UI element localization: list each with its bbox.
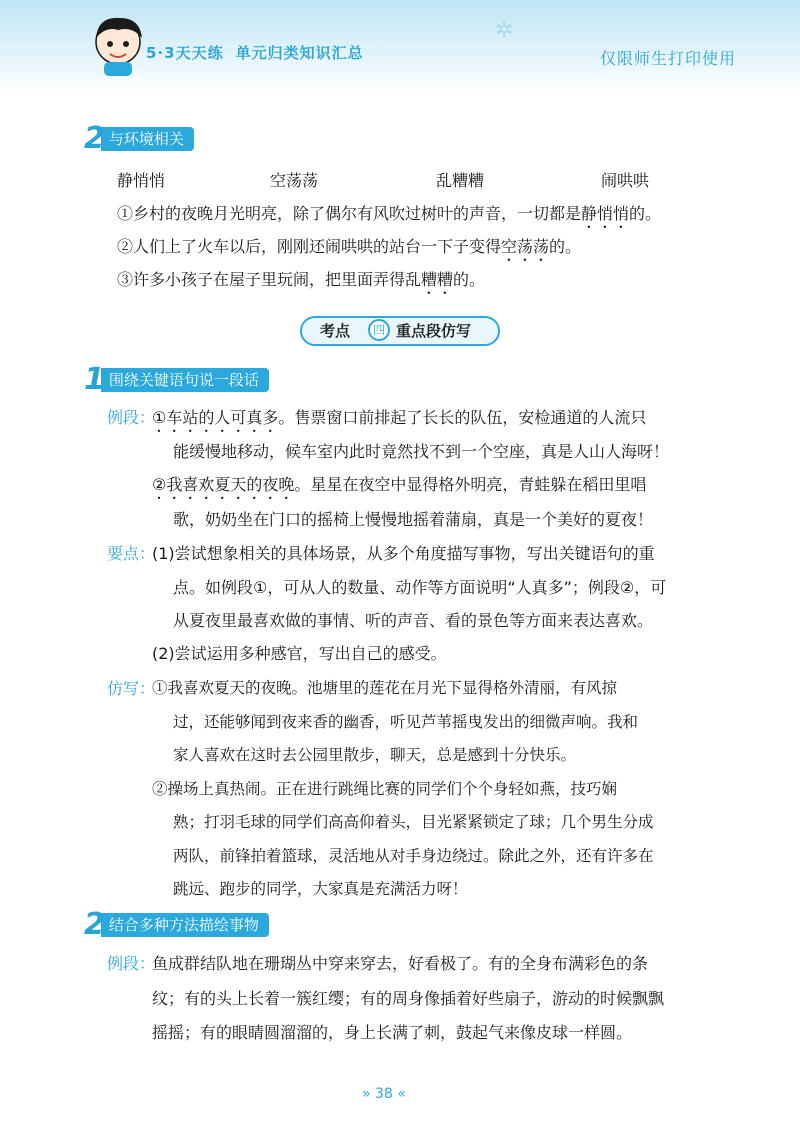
section-title: 结合多种方法描绘事物	[101, 913, 269, 937]
section-heading-environment	[84, 121, 194, 156]
imitate-tag: 仿写：	[107, 679, 156, 698]
key-tag: 要点：	[107, 544, 156, 563]
section-number: 1	[84, 362, 105, 397]
key-1-line-2: 点。如例段①，可从人的数量、动作等方面说明“人真多”；例段②，可	[173, 578, 667, 597]
example-1-line-1: ①车站的人可真多。售票窗口前排起了长长的队伍，安检通道的人流只	[152, 408, 647, 427]
star-icon: ✲	[495, 18, 514, 43]
kaodian-title: 重点段仿写	[396, 322, 472, 340]
section-number: 2	[84, 907, 105, 942]
imitate-2-line-3: 两队，前锋拍着篮球，灵活地从对手身边绕过。除此之外，还有许多在	[173, 847, 654, 865]
imitate-1-line-2: 过，还能够闻到夜来香的幽香，听见芦苇摇曳发出的细微声响。我和	[173, 713, 639, 731]
kaodian-banner	[300, 316, 500, 346]
section-title: 围绕关键语句说一段话	[101, 368, 269, 392]
word-1: 静悄悄	[117, 171, 166, 190]
sentence-1: ①乡村的夜晚月光明亮，除了偶尔有风吹过树叶的声音，一切都是静悄悄的。	[117, 204, 662, 223]
brand-title	[146, 42, 364, 63]
sentence-2: ②人们上了火车以后，刚刚还闹哄哄的站台一下子变得空荡荡的。	[117, 237, 582, 256]
section-heading-2	[84, 907, 269, 942]
left-arrows-icon: »	[362, 1086, 371, 1102]
example-2-line-2: 歌，奶奶坐在门口的摇椅上慢慢地摇着蒲扇，真是一个美好的夏夜！	[173, 510, 654, 529]
example-2-line-1: ②我喜欢夏天的夜晚。星星在夜空中显得格外明亮，青蛙躲在稻田里唱	[152, 475, 647, 494]
brand-subtitle: 单元归类知识汇总	[235, 44, 364, 62]
section-title: 与环境相关	[101, 127, 194, 151]
emphasis-word: 糟糟	[421, 270, 454, 289]
imitate-1-line-3: 家人喜欢在这时去公园里散步，聊天，总是感到十分快乐。	[173, 746, 577, 764]
example-line-3: 摇摇；有的眼睛圆溜溜的，身上长满了刺，鼓起气来像皮球一样圆。	[152, 1023, 633, 1042]
right-arrows-icon: «	[397, 1086, 406, 1102]
key-1-line-1: (1)尝试想象相关的具体场景，从多个角度描写事物，写出关键语句的重	[152, 544, 655, 563]
word-2: 空荡荡	[270, 171, 319, 190]
sentence-3: ③许多小孩子在屋子里玩闹，把里面弄得乱糟糟的。	[117, 270, 486, 289]
emphasis-word: 静悄悄	[581, 204, 630, 223]
imitate-2-line-2: 熟；打羽毛球的同学们高高仰着头，目光紧紧锁定了球；几个男生分成	[173, 813, 654, 831]
word-3: 乱糟糟	[436, 171, 485, 190]
example-1-line-2: 能缓慢地移动，候车室内此时竟然找不到一个空座，真是人山人海呀！	[173, 442, 670, 461]
imitate-2-line-4: 跳远、跑步的同学，大家真是充满活力呀！	[173, 880, 468, 898]
page-number-value: 38	[375, 1086, 393, 1102]
example-line-1: 鱼成群结队地在珊瑚丛中穿来穿去，好看极了。有的全身布满彩色的条	[152, 954, 649, 973]
brand-name: 5·3天天练	[146, 44, 224, 62]
section-heading-1	[84, 362, 269, 397]
example-line-2: 纹；有的头上长着一簇红缨；有的周身像插着好些扇子，游动的时候飘飘	[152, 989, 665, 1008]
imitate-1-line-1: ①我喜欢夏天的夜晚。池塘里的莲花在月光下显得格外清丽，有风掠	[152, 679, 618, 697]
kaodian-number: 四	[368, 319, 390, 341]
kaodian-label: 考点	[320, 322, 351, 340]
key-sentence: ①车站的人可真多	[152, 408, 279, 427]
example-tag: 例段：	[107, 408, 156, 427]
key-sentence: ②我喜欢夏天的夜晚	[152, 475, 295, 494]
print-notice: 仅限师生打印使用	[600, 49, 737, 68]
key-2: (2)尝试运用多种感官，写出自己的感受。	[152, 644, 447, 663]
section-number: 2	[84, 121, 105, 156]
page-number	[362, 1086, 406, 1102]
key-1-line-3: 从夏夜里最喜欢做的事情、听的声音、看的景色等方面来表达喜欢。	[173, 611, 654, 630]
imitate-2-line-1: ②操场上真热闹。正在进行跳绳比赛的同学们个个身轻如燕，技巧娴	[152, 780, 618, 798]
emphasis-word: 空荡荡	[501, 237, 550, 256]
example-tag: 例段：	[107, 954, 156, 973]
mascot-logo	[88, 12, 150, 78]
word-4: 闹哄哄	[601, 171, 650, 190]
